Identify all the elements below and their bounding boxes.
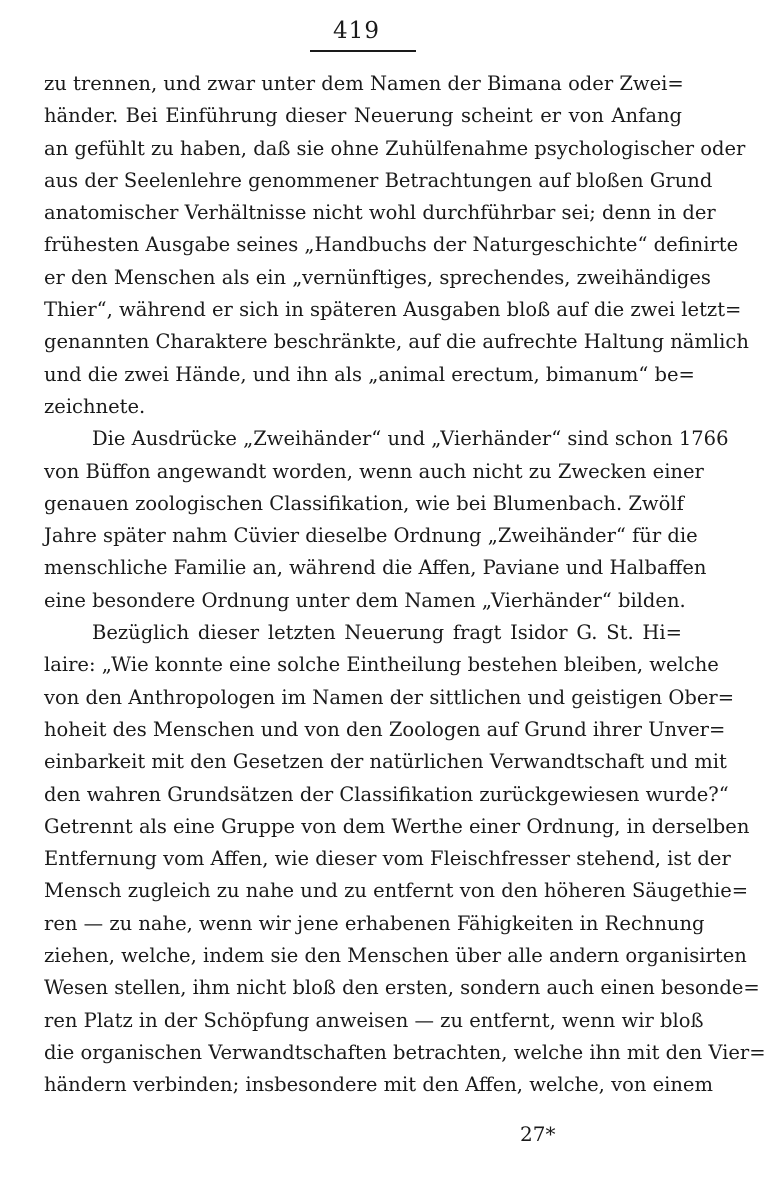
text-line: Mensch zugleich zu nahe und zu entfernt von den höheren Säugethie= xyxy=(44,879,749,903)
text-line: Entfernung vom Affen, wie dieser vom Fleischfresser stehend, ist der xyxy=(44,847,731,871)
text-line: von den Anthropologen im Namen der sittlichen und geistigen Ober= xyxy=(44,685,735,709)
text-line: ren — zu nahe, wenn wir jene erhabenen Fähigkeiten in Rechnung xyxy=(44,911,705,935)
text-line: die organischen Verwandtschaften betrachten, welche ihn mit den Vier= xyxy=(44,1040,766,1064)
text-line: Getrennt als eine Gruppe von dem Werthe einer Ordnung, in derselben xyxy=(44,814,750,838)
text-line: eine besondere Ordnung unter dem Namen „Vierhänder“ bilden. xyxy=(44,588,686,612)
text-line: händern verbinden; insbesondere mit den Affen, welche, von einem xyxy=(44,1073,713,1097)
text-line: den wahren Grundsätzen der Classifikation zurückgewiesen wurde?“ xyxy=(44,782,729,806)
text-line: er den Menschen als ein „vernünftiges, sprechendes, zweihändiges xyxy=(44,265,711,289)
text-line: ziehen, welche, indem sie den Menschen über alle andern organisirten xyxy=(44,944,747,968)
text-line: aus der Seelenlehre genommener Betrachtungen auf bloßen Grund xyxy=(44,168,713,192)
text-line: genauen zoologischen Classifikation, wie bei Blumenbach. Zwölf xyxy=(44,491,684,515)
text-line: menschliche Familie an, während die Affen, Paviane und Halbaffen xyxy=(44,556,707,580)
text-line: hoheit des Menschen und von den Zoologen auf Grund ihrer Unver= xyxy=(44,717,726,741)
text-line: händer. Bei Einführung dieser Neuerung scheint er von Anfang xyxy=(44,104,682,128)
text-line: und die zwei Hände, und ihn als „animal erectum, bimanum“ be= xyxy=(44,362,695,386)
page-number: 419 xyxy=(333,18,380,44)
text-line: Thier“, während er sich in späteren Ausgaben bloß auf die zwei letzt= xyxy=(44,298,742,322)
body-text xyxy=(44,68,766,1102)
text-line: zeichnete. xyxy=(44,394,146,418)
text-line: anatomischer Verhältnisse nicht wohl durchführbar sei; denn in der xyxy=(44,201,716,225)
text-line: laire: „Wie konnte eine solche Eintheilung bestehen bleiben, welche xyxy=(44,653,719,677)
text-line: Jahre später nahm Cüvier dieselbe Ordnung „Zweihänder“ für die xyxy=(44,524,698,548)
text-line: genannten Charaktere beschränkte, auf die aufrechte Haltung nämlich xyxy=(44,330,749,354)
text-line: von Büffon angewandt worden, wenn auch nicht zu Zwecken einer xyxy=(44,459,704,483)
text-line: Wesen stellen, ihm nicht bloß den ersten, sondern auch einen besonde= xyxy=(44,976,760,1000)
text-line: an gefühlt zu haben, daß sie ohne Zuhülfenahme psychologischer oder xyxy=(44,136,746,160)
text-line: ren Platz in der Schöpfung anweisen — zu entfernt, wenn wir bloß xyxy=(44,1008,704,1032)
text-line: einbarkeit mit den Gesetzen der natürlichen Verwandtschaft und mit xyxy=(44,750,727,774)
text-line: frühesten Ausgabe seines „Handbuchs der Naturgeschichte“ definirte xyxy=(44,233,739,257)
text-line: Bezüglich dieser letzten Neuerung fragt Isidor G. St. Hi= xyxy=(92,621,682,645)
text-line: Die Ausdrücke „Zweihänder“ und „Vierhänder“ sind schon 1766 xyxy=(92,427,729,451)
signature-mark: 27* xyxy=(520,1122,556,1146)
text-line: zu trennen, und zwar unter dem Namen der Bimana oder Zwei= xyxy=(44,72,684,95)
header-rule xyxy=(310,50,416,52)
